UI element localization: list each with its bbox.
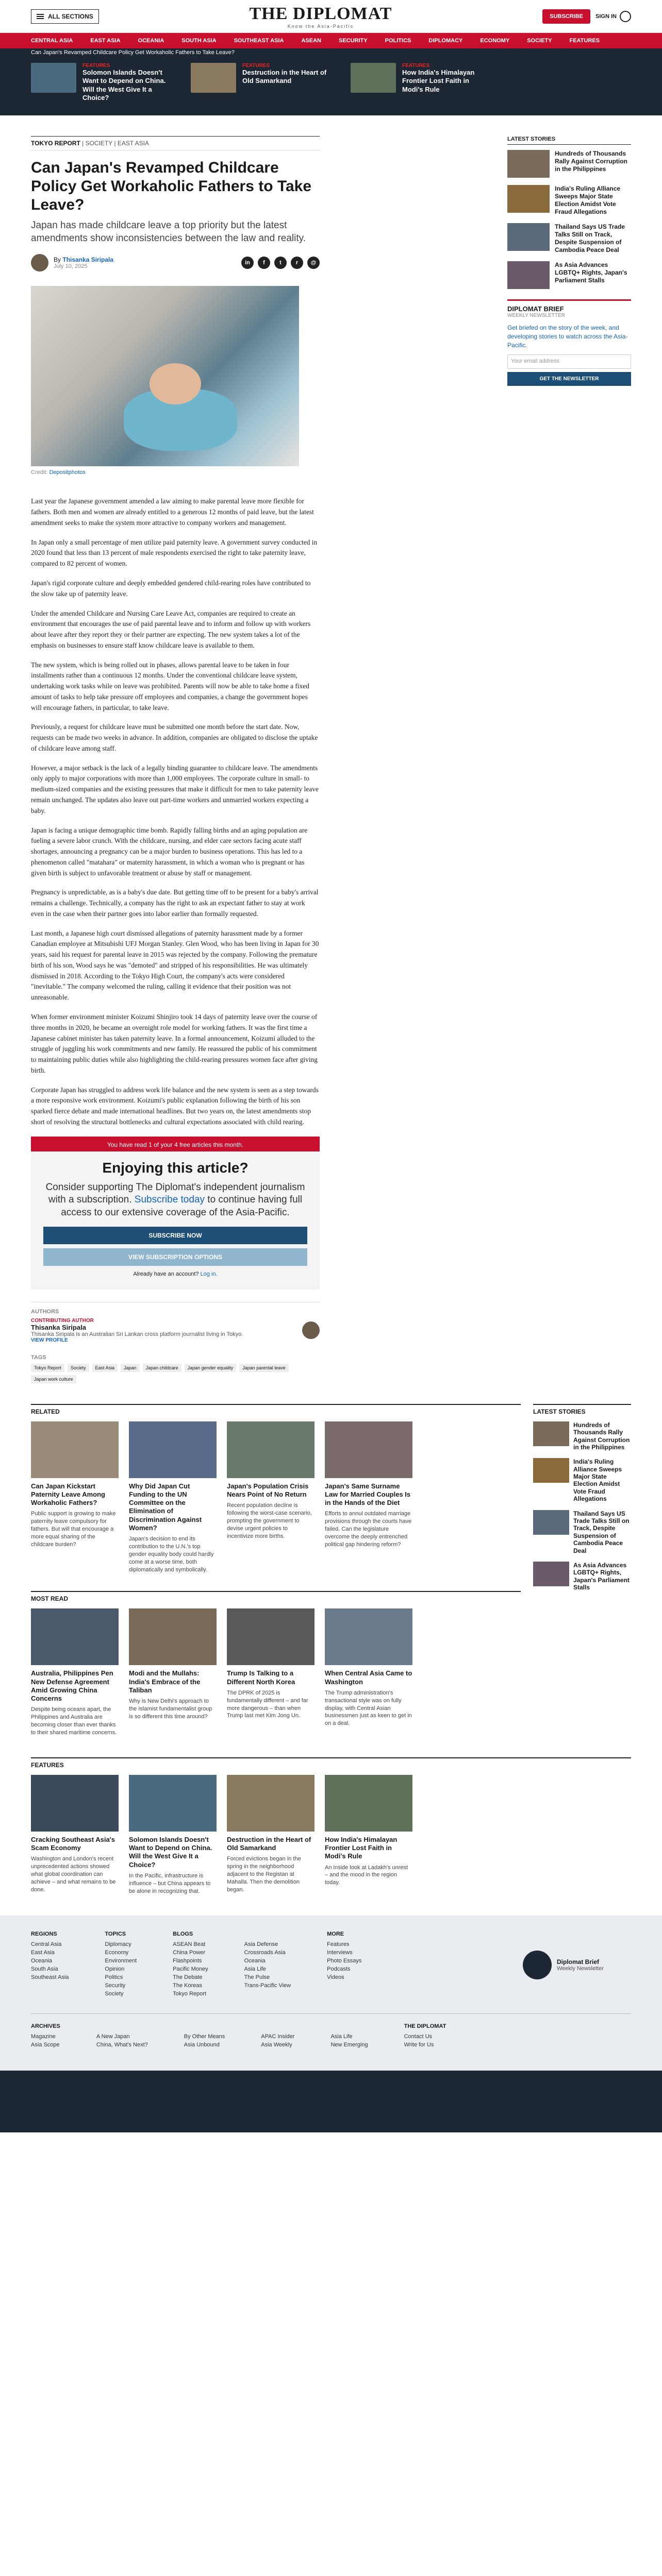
caption-prefix: Credit: <box>31 469 48 476</box>
footer-brand[interactable] <box>523 1931 631 1999</box>
tag[interactable]: Japan parental leave <box>239 1364 289 1372</box>
support-box <box>31 1151 320 1290</box>
footer-heading <box>184 2023 225 2029</box>
article-paragraph: Corporate Japan has struggled to address work life balance and the new system is seen as a step towards a more responsive work environment. Koizumi's public explanation following the birth of his son sparked fierce debate and made international headlines. But two years on, the latest amendments stop short of resolving the structural bottlenecks and cultural expectations associated with child rearing. <box>31 1086 319 1126</box>
footer-column <box>330 2023 368 2050</box>
card-desc: The DPRK of 2025 is fundamentally different – and far more dangerous – than when Trump last met Kim Jong Un. <box>227 1689 308 1719</box>
view-profile-link[interactable]: VIEW PROFILE <box>31 1337 68 1343</box>
card-desc: An inside look at Ladakh's unrest – and the mood in the region today. <box>325 1864 408 1886</box>
footer-link[interactable]: Flashpoints <box>173 1958 202 1964</box>
featured-strip <box>0 58 662 115</box>
footer-column <box>327 1931 361 1999</box>
tag-list <box>31 1364 320 1383</box>
latest-thumb[interactable] <box>507 261 550 289</box>
footer-link[interactable]: Photo Essays <box>327 1958 362 1964</box>
story-card[interactable] <box>325 1608 412 1736</box>
latest-thumb[interactable] <box>507 150 550 178</box>
latest-story[interactable] <box>533 1458 631 1502</box>
newsletter-desc: Get briefed on the story of the week, and developing stories to watch across the Asia-Pacific. <box>507 324 628 349</box>
tag[interactable]: Japan <box>121 1364 140 1372</box>
subscription-options-button[interactable]: VIEW SUBSCRIPTION OPTIONS <box>43 1248 307 1266</box>
footer-link[interactable]: Asia Life <box>330 2033 353 2040</box>
author-kicker: CONTRIBUTING AUTHOR <box>31 1317 94 1324</box>
featured-title[interactable]: Destruction in the Heart of Old Samarkand <box>242 69 327 85</box>
card-title[interactable]: Destruction in the Heart of Old Samarkand <box>227 1835 311 1852</box>
footer-heading: MORE <box>327 1931 344 1938</box>
related-latest-heading: LATEST STORIES <box>533 1404 631 1415</box>
footer-link[interactable]: South Asia <box>31 1966 58 1973</box>
share-buttons <box>241 257 320 269</box>
newsletter-email-input[interactable]: Your email address <box>507 354 631 369</box>
footer-link[interactable]: Asia Unbound <box>184 2042 220 2048</box>
featured-kicker: FEATURES <box>82 63 110 69</box>
story-card[interactable] <box>31 1421 119 1574</box>
card-title[interactable]: Australia, Philippines Pen New Defense Agreement Amid Growing China Concerns <box>31 1669 113 1703</box>
footer-link[interactable]: Magazine <box>31 2033 56 2040</box>
diplomat-logo-icon <box>523 1951 552 1979</box>
footer-link[interactable]: Asia Defense <box>244 1941 278 1948</box>
article-subtitle: Japan has made childcare leave a top priority but the latest amendments show inconsistencies between the law and reality. <box>31 220 306 244</box>
login-link[interactable]: Log in. <box>200 1270 218 1277</box>
share-icon[interactable]: r <box>291 257 303 269</box>
card-thumb[interactable] <box>31 1608 119 1665</box>
nav-item[interactable]: ECONOMY <box>480 38 510 44</box>
latest-stories-list <box>507 150 631 289</box>
article-paragraph: Pregnancy is unpredictable, as is a baby's due date. But getting time off to be present for a baby's arrival remains a challenge. Technically, a company has the right to ask an expectant father to stay at work even in the case when their partner goes into labor earlier than formally requested. <box>31 888 319 918</box>
support-pitch <box>43 1181 307 1219</box>
featured-thumb[interactable] <box>191 63 236 93</box>
card-desc: Why is New Delhi's approach to the Islamist fundamentalist group is so different this time around? <box>129 1698 212 1720</box>
card-thumb[interactable] <box>31 1421 119 1478</box>
sign-in-button[interactable] <box>595 11 631 22</box>
latest-title[interactable]: Hundreds of Thousands Rally Against Corruption in the Philippines <box>555 150 627 173</box>
latest-title[interactable]: India's Ruling Alliance Sweeps Major State Election Amidst Vote Fraud Allegations <box>573 1458 622 1503</box>
footer-column <box>105 1931 137 1999</box>
story-card[interactable] <box>31 1775 119 1895</box>
footer-heading: REGIONS <box>31 1931 57 1938</box>
card-thumb[interactable] <box>227 1608 315 1665</box>
latest-thumb[interactable] <box>533 1421 569 1446</box>
latest-story[interactable] <box>507 150 631 178</box>
footer-columns <box>31 1931 631 1999</box>
top-actions <box>542 9 631 24</box>
menu-icon <box>37 14 44 19</box>
footer-column <box>31 1931 69 1999</box>
features-section <box>0 1737 662 1895</box>
story-card[interactable] <box>129 1421 217 1574</box>
footer-link[interactable]: Central Asia <box>31 1941 62 1948</box>
footer-brand-title: Diplomat Brief <box>557 1958 600 1966</box>
nav-item[interactable]: DIPLOMACY <box>428 38 463 44</box>
breadcrumb <box>31 136 320 150</box>
latest-thumb[interactable] <box>533 1458 569 1483</box>
footer-column <box>404 2023 446 2050</box>
footer-column <box>184 2023 225 2050</box>
card-thumb[interactable] <box>129 1775 217 1832</box>
author-row <box>31 1318 320 1343</box>
free-article-counter: You have read 1 of your 4 free articles this month. <box>31 1138 320 1151</box>
story-card[interactable] <box>227 1608 315 1736</box>
card-thumb[interactable] <box>129 1421 217 1478</box>
top-bar <box>0 0 662 33</box>
footer-link[interactable]: China Power <box>173 1950 206 1956</box>
latest-story[interactable] <box>533 1421 631 1451</box>
article-paragraph: Japan's rigid corporate culture and deeply embedded gendered child-rearing roles have contributed to the slow take up of paternity leave. <box>31 579 311 598</box>
features-cards <box>31 1775 631 1895</box>
card-thumb[interactable] <box>325 1608 412 1665</box>
paywall <box>31 1137 320 1290</box>
card-desc: Washington and London's recent unprecedented actions showed what global coordination can achieve – and what remains to be done. <box>31 1856 116 1893</box>
footer-heading: ARCHIVES <box>31 2023 60 2030</box>
card-title[interactable]: When Central Asia Came to Washington <box>325 1669 412 1686</box>
footer-link[interactable]: Oceania <box>31 1958 52 1964</box>
featured-title[interactable]: Solomon Islands Doesn't Want to Depend on China. Will the West Give It a Choice? <box>82 69 166 101</box>
main-nav <box>0 33 662 48</box>
all-sections-label: ALL SECTIONS <box>48 12 93 20</box>
footer-link[interactable]: Write for Us <box>404 2042 434 2048</box>
footer-column <box>31 2023 60 2050</box>
article-body <box>31 496 320 1127</box>
footer-link[interactable]: By Other Means <box>184 2033 225 2040</box>
footer-link[interactable]: Crossroads Asia <box>244 1950 286 1956</box>
most-read-cards <box>31 1608 521 1736</box>
article-paragraph: Under the amended Childcare and Nursing Care Leave Act, companies are required to create an environment that encourages the use of paid parental leave and to inform and follow up with workers about leave after they report they or their partner are expecting. The new system takes a lot of the emphasis on businesses to ensure staff know childcare leave is available to them. <box>31 609 311 649</box>
article-paragraph: When former environment minister Koizumi Shinjiro took 14 days of paternity leave over the course of three months in 2020, he became an overnight role model for working fathers. It was the first time a Japanese cabinet minister has taken paternity leave. In a formal announcement, Koizumi alluded to the struggle of juggling his work commitments and new family. He reassured the public of his commitment to maintaining public duties while also highlighting the child-rearing pressures women face after giving birth. <box>31 1013 318 1074</box>
login-text: Already have an account? <box>133 1270 199 1277</box>
footer-link[interactable]: Politics <box>105 1974 123 1981</box>
footer-columns-2 <box>31 2023 631 2050</box>
footer <box>0 1916 662 2071</box>
authors-label: AUTHORS <box>31 1308 59 1315</box>
article-paragraph: Previously, a request for childcare leave must be submitted one month before the start date. Now, requests can be made two weeks in advance. In addition, companies are obligated to disclose the uptake of childcare leave among staff. <box>31 723 318 752</box>
byline <box>31 254 320 272</box>
hero-image <box>31 286 299 466</box>
related-main <box>31 1404 521 1737</box>
author-box <box>31 1302 320 1343</box>
ticker[interactable]: Can Japan's Revamped Childcare Policy Get Workaholic Fathers to Take Leave? <box>0 48 662 58</box>
tag[interactable]: Japan gender equality <box>185 1364 237 1372</box>
footer-link[interactable]: East Asia <box>31 1950 55 1956</box>
author-desc: Thisanka Siripala is an Australian Sri Lankan cross platform journalist living in Tokyo. <box>31 1331 243 1337</box>
breadcrumb-item[interactable]: TOKYO REPORT <box>31 140 80 147</box>
card-title[interactable]: Why Did Japan Cut Funding to the UN Committee on the Elimination of Discrimination Against Women? <box>129 1482 202 1532</box>
footer-link[interactable]: Asia Life <box>244 1966 266 1973</box>
site-logo[interactable] <box>250 4 392 29</box>
sign-in-label: SIGN IN <box>595 13 617 20</box>
footer-link[interactable]: Diplomacy <box>105 1941 131 1948</box>
card-title[interactable]: Japan's Population Crisis Nears Point of No Return <box>227 1482 309 1498</box>
card-title[interactable]: Japan's Same Surname Law for Married Couples Is in the Hands of the Diet <box>325 1482 411 1507</box>
subscribe-button[interactable]: SUBSCRIBE <box>542 9 590 24</box>
latest-thumb[interactable] <box>507 185 550 213</box>
most-read-heading: MOST READ <box>31 1591 521 1602</box>
nav-item[interactable]: EAST ASIA <box>90 38 121 44</box>
story-card[interactable] <box>325 1775 412 1895</box>
newsletter-box <box>507 299 631 386</box>
breadcrumb-sep: | <box>112 140 118 147</box>
nav-item[interactable]: ASEAN <box>301 38 321 44</box>
footer-link[interactable]: A New Japan <box>96 2033 130 2040</box>
card-title[interactable]: How India's Himalayan Frontier Lost Faith in Modi's Rule <box>325 1835 398 1860</box>
footer-link[interactable]: Opinion <box>105 1966 125 1973</box>
footer-link[interactable]: Tokyo Report <box>173 1991 206 1997</box>
footer-link[interactable]: Environment <box>105 1958 137 1964</box>
footer-link[interactable]: ASEAN Beat <box>173 1941 206 1948</box>
card-desc: Public support is growing to make paternity leave compulsory for fathers. But will that encourage a more equal sharing of the childcare burden? <box>31 1511 116 1548</box>
tag[interactable]: Japan childcare <box>143 1364 181 1372</box>
author-avatar[interactable] <box>31 254 48 272</box>
user-icon <box>620 11 631 22</box>
tags-section <box>31 1354 320 1383</box>
related-latest-list <box>533 1421 631 1591</box>
card-desc: Despite being oceans apart, the Philippines and Australia are becoming closer than ever thanks to their shared maritime concerns. <box>31 1706 117 1736</box>
story-card[interactable] <box>325 1421 412 1574</box>
footer-link[interactable]: Interviews <box>327 1950 353 1956</box>
latest-title[interactable]: Thailand Says US Trade Talks Still on Track, Despite Suspension of Cambodia Peace Deal <box>573 1510 630 1554</box>
latest-title[interactable]: Hundreds of Thousands Rally Against Corruption in the Philippines <box>573 1421 630 1451</box>
share-icon[interactable]: in <box>241 257 254 269</box>
card-title[interactable]: Solomon Islands Doesn't Want to Depend on China. Will the West Give It a Choice? <box>129 1835 212 1869</box>
story-card[interactable] <box>129 1775 217 1895</box>
caption-credit-link[interactable]: Depositphotos <box>49 469 86 476</box>
author-line <box>54 256 113 263</box>
featured-kicker: FEATURES <box>402 63 430 69</box>
card-thumb[interactable] <box>129 1608 217 1665</box>
footer-heading: BLOGS <box>173 1931 193 1938</box>
pitch-text: Consider supporting The Diplomat's independent journalism with a subscription. <box>45 1181 305 1206</box>
article-title: Can Japan's Revamped Childcare Policy Get Workaholic Fathers to Take Leave? <box>31 159 312 213</box>
featured-text <box>402 63 490 102</box>
author-name[interactable]: Thisanka Siripala <box>31 1323 86 1331</box>
story-card[interactable] <box>227 1775 315 1895</box>
nav-item[interactable]: FEATURES <box>569 38 600 44</box>
nav-item[interactable]: SOUTHEAST ASIA <box>234 38 284 44</box>
related-heading: RELATED <box>31 1404 521 1415</box>
share-icon[interactable]: @ <box>307 257 320 269</box>
support-heading: Enjoying this article? <box>102 1159 249 1176</box>
breadcrumb-sep: | <box>80 140 86 147</box>
share-icon[interactable]: t <box>274 257 287 269</box>
card-thumb[interactable] <box>31 1775 119 1832</box>
latest-story[interactable] <box>533 1510 631 1554</box>
latest-title[interactable]: Thailand Says US Trade Talks Still on Track, Despite Suspension of Cambodia Peace Deal <box>555 223 625 253</box>
card-desc: Efforts to annul outdated marriage provisions through the courts have failed. Can the legislature overcome the deeply entrenched political gap hindering reform? <box>325 1511 412 1548</box>
author-box-avatar[interactable] <box>302 1321 320 1339</box>
byline-author <box>31 254 113 272</box>
footer-link[interactable]: Society <box>105 1991 124 1997</box>
footer-heading <box>261 2023 294 2029</box>
article <box>31 136 320 1383</box>
pitch-rest: to continue having full access to our extensive coverage of the Asia-Pacific. <box>61 1194 303 1218</box>
card-desc: Japan's decision to end its contribution to the U.N.'s top gender equality body could hardly come at a worse time, both diplomatically and symbolically. <box>129 1536 214 1573</box>
card-thumb[interactable] <box>325 1421 412 1478</box>
article-paragraph: However, a major setback is the lack of a legally binding guarantee to childcare leave. The amendments only apply to major corporations with more than 1,000 employees. The corporate culture in small- to medium-sized companies and the existing pressures that make it difficult for men to take paternity leave remain unchanged. The updates also leave out part-time workers and unmarried workers expecting a baby. <box>31 764 319 815</box>
footer-bottom <box>0 2071 662 2132</box>
breadcrumb-item[interactable]: SOCIETY <box>85 140 113 147</box>
article-paragraph: The new system, which is being rolled out in phases, allows parental leave to be taken in four installments rather than a continuous 12 months. Under the conventional childcare leave system, undertaking work tasks while on leave was prohibited. Parents will now be able to take home a fixed amount of tasks to help take pressure off employees and companies, a change the government hopes will encourage fathers, in particular, to take leave. <box>31 660 309 711</box>
latest-title[interactable]: As Asia Advances LGBTQ+ Rights, Japan's Parliament Stalls <box>555 261 627 284</box>
footer-divider <box>31 2013 631 2014</box>
latest-thumb[interactable] <box>507 223 550 251</box>
footer-column <box>173 1931 208 1999</box>
subscribe-today-link[interactable]: Subscribe today <box>134 1194 205 1206</box>
footer-link[interactable]: China, What's Next? <box>96 2042 148 2048</box>
card-desc: Recent population decline is following the worst-case scenario, prompting the government to devise urgent policies to incentivize more births. <box>227 1502 312 1539</box>
footer-heading <box>244 1931 291 1937</box>
features-heading: FEATURES <box>31 1757 631 1769</box>
footer-link[interactable]: Economy <box>105 1950 129 1956</box>
footer-link[interactable]: Oceania <box>244 1958 266 1964</box>
card-title[interactable]: Can Japan Kickstart Paternity Leave Among Workaholic Fathers? <box>31 1482 106 1507</box>
tags-label: TAGS <box>31 1354 46 1361</box>
hero-baby <box>150 363 201 404</box>
footer-link[interactable]: Southeast Asia <box>31 1974 69 1981</box>
subscribe-now-button[interactable]: SUBSCRIBE NOW <box>43 1227 307 1244</box>
card-thumb[interactable] <box>227 1421 315 1478</box>
tag[interactable]: Society <box>68 1364 89 1372</box>
card-title[interactable]: Trump Is Talking to a Different North Korea <box>227 1669 295 1686</box>
footer-link[interactable]: New Emerging <box>330 2042 368 2048</box>
footer-link[interactable]: Asia Scope <box>31 2042 60 2048</box>
newsletter-subtitle: WEEKLY NEWSLETTER <box>507 313 565 318</box>
latest-thumb[interactable] <box>533 1510 569 1535</box>
footer-link[interactable]: Security <box>105 1982 126 1989</box>
nav-item[interactable]: SOCIETY <box>527 38 552 44</box>
latest-story[interactable] <box>507 223 631 254</box>
featured-text <box>242 63 330 102</box>
latest-title[interactable]: As Asia Advances LGBTQ+ Rights, Japan's Parliament Stalls <box>573 1561 630 1591</box>
footer-link[interactable]: Contact Us <box>404 2033 433 2040</box>
footer-link[interactable]: The Debate <box>173 1974 203 1981</box>
related-latest <box>533 1404 631 1737</box>
card-thumb[interactable] <box>227 1775 315 1832</box>
story-card[interactable] <box>129 1608 217 1736</box>
latest-story[interactable] <box>533 1562 631 1591</box>
footer-link[interactable]: Asia Weekly <box>261 2042 292 2048</box>
article-paragraph: Last year the Japanese government amended a law aiming to make parental leave more flexible for fathers. Both men and women are already entitled to a generous 12 months of paid leave, but the latest amendment seeks to make the system more attractive to company workers and management. <box>31 497 314 527</box>
footer-column <box>96 2023 148 2050</box>
logo-tagline: Know the Asia-Pacific <box>287 23 354 29</box>
featured-thumb[interactable] <box>351 63 396 93</box>
featured-item[interactable] <box>351 63 490 102</box>
featured-item[interactable] <box>31 63 170 102</box>
main-content <box>0 115 662 1383</box>
featured-text <box>82 63 170 102</box>
footer-heading: THE DIPLOMAT <box>404 2023 446 2030</box>
featured-title[interactable]: How India's Himalayan Frontier Lost Faith in Modi's Rule <box>402 69 475 93</box>
tag[interactable]: East Asia <box>92 1364 118 1372</box>
nav-item[interactable]: OCEANIA <box>138 38 164 44</box>
newsletter-button[interactable]: GET THE NEWSLETTER <box>507 372 631 386</box>
card-title[interactable]: Cracking Southeast Asia's Scam Economy <box>31 1835 115 1852</box>
card-desc: Forced evictions began in the spring in the neighborhood adjacent to the Registan at Mahalla. Then the demolition began. <box>227 1856 301 1893</box>
article-paragraph: In Japan only a small percentage of men utilize paid paternity leave. A government survey conducted in 2020 found that less than 13 percent of male respondents exercised the right to take paternity leave, compared to 82 percent of women. <box>31 538 318 568</box>
footer-brand-sub: Weekly Newsletter <box>557 1965 604 1972</box>
footer-link[interactable]: The Koreas <box>173 1982 203 1989</box>
footer-link[interactable]: Pacific Money <box>173 1966 208 1973</box>
tag[interactable]: Japan work culture <box>31 1375 76 1383</box>
tag[interactable]: Tokyo Report <box>31 1364 64 1372</box>
story-card[interactable] <box>227 1421 315 1574</box>
logo-name: THE DIPLOMAT <box>249 4 392 23</box>
related-cards <box>31 1421 521 1574</box>
author-link[interactable]: Thisanka Siripala <box>62 256 114 264</box>
author-prefix: By <box>54 256 61 264</box>
card-desc: The Trump administration's transactional style was on fully display, with Central Asian businessmen just as keen to get in on a deal. <box>325 1689 412 1727</box>
latest-story[interactable] <box>507 261 631 289</box>
latest-thumb[interactable] <box>533 1562 569 1586</box>
nav-item[interactable]: SECURITY <box>339 38 368 44</box>
footer-heading: TOPICS <box>105 1931 126 1938</box>
footer-column <box>261 2023 294 2050</box>
footer-link[interactable]: APAC Insider <box>261 2033 295 2040</box>
related-wrap <box>31 1404 631 1737</box>
card-title[interactable]: Modi and the Mullahs: India's Embrace of the Taliban <box>129 1669 201 1694</box>
nav-item[interactable]: CENTRAL ASIA <box>31 38 73 44</box>
nav-item[interactable]: POLITICS <box>385 38 411 44</box>
share-icon[interactable]: f <box>258 257 270 269</box>
footer-column <box>244 1931 291 1999</box>
footer-link[interactable]: The Pulse <box>244 1974 270 1981</box>
all-sections-button[interactable] <box>31 9 99 24</box>
footer-link[interactable]: Features <box>327 1941 350 1948</box>
featured-item[interactable] <box>191 63 330 102</box>
footer-link[interactable]: Trans-Pacific View <box>244 1982 291 1989</box>
featured-kicker: FEATURES <box>242 63 270 69</box>
latest-stories-heading: LATEST STORIES <box>507 136 631 145</box>
footer-link[interactable]: Videos <box>327 1974 344 1981</box>
latest-title[interactable]: India's Ruling Alliance Sweeps Major State Election Amidst Vote Fraud Allegations <box>555 185 621 215</box>
featured-thumb[interactable] <box>31 63 76 93</box>
card-desc: In the Pacific, infrastructure is influence – but China appears to be alone in recognizing that. <box>129 1872 211 1894</box>
breadcrumb-item[interactable]: EAST ASIA <box>117 140 150 147</box>
footer-brand-text <box>557 1958 604 1972</box>
latest-story[interactable] <box>507 185 631 216</box>
related-section <box>0 1383 662 1737</box>
footer-link[interactable]: Podcasts <box>327 1966 351 1973</box>
footer-heading <box>330 2023 368 2029</box>
article-paragraph: Japan is facing a unique demographic time bomb. Rapidly falling births and an aging population are fueling a severe labor crunch. With the childcare, nursing, and elder care sectors facing acute staff shortages, announcing a pregnancy can be a major burden to business operations. This has led to a phenomenon called "matahara" or maternity harassment, in which a woman who is pregnant or has given birth is subject to unfavorable treatment or abuse by staff or management. <box>31 826 308 877</box>
footer-heading <box>96 2023 148 2029</box>
login-prompt <box>43 1271 307 1277</box>
sidebar <box>507 136 631 1383</box>
article-paragraph: Last month, a Japanese high court dismissed allegations of paternity harassment made by a former Canadian employee at Mitsubishi UFJ Morgan Stanley. Glen Wood, who has been living in Japan for 30 years, said his request for parental leave in 2015 was rejected by the company. Following the premature birth of his son, Wood says he was "demoted" and stripped of his responsibilities. He was ultimately dismissed in 2018. According to the Tokyo High Court, the company's acts were considered "inevitable." The company welcomed the ruling, calling it evidence that their position was not unreasonable. <box>31 929 319 1002</box>
newsletter-title: DIPLOMAT BRIEF <box>507 305 564 313</box>
publish-date: July 10, 2025 <box>54 263 88 270</box>
story-card[interactable] <box>31 1608 119 1736</box>
card-thumb[interactable] <box>325 1775 412 1832</box>
image-caption <box>31 469 320 476</box>
nav-item[interactable]: SOUTH ASIA <box>181 38 217 44</box>
